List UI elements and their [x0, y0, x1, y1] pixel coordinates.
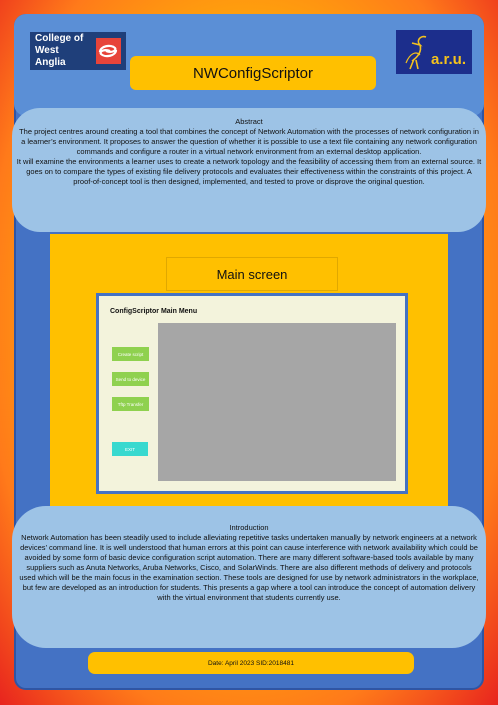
aru-logo	[396, 30, 472, 74]
main-screen-label: Main screen	[166, 257, 338, 291]
swirl-icon	[96, 38, 121, 64]
cwa-logo-text: College of West Anglia	[35, 33, 84, 68]
abstract-paragraph-1: The project centres around creating a tool that combines the concept of Network Automation with the processes of network configuration in a learner’s environment. It proposes to answer the question of whether it is possible to use a text file containing any network configuration commands and configure a router in a virtual network environment from an external desktop application.	[19, 127, 479, 156]
create-script-button[interactable]: Create script	[112, 347, 149, 361]
aru-logo-text: a.r.u.	[430, 51, 466, 68]
app-window-screenshot	[96, 293, 408, 494]
introduction-heading: Introduction	[229, 523, 269, 532]
introduction-text: Network Automation has been steadily used to include alleviating repetitive tasks undertaken manually by network engineers at a network devices’ command line. It is well understood that human errors at this point can cause interference with network availability which could be avoided by some form of basic device configuration script automation. There are many different software-based tools available by many suppliers such as Anuta Networks, Aruba Networks, Cisco, and SolarWinds. There are also different methods of delivery and protocols used which will be the main focus in the examination section. These tools are designed for use by network administrators in the workplace, but few are developed as an introduction for students. This presents a gap where a tool can introduce the concept of automation delivery with the virtual environment that students currently use.	[19, 533, 479, 602]
output-display-area	[158, 323, 396, 481]
abstract-panel	[12, 108, 486, 232]
introduction-panel	[12, 506, 486, 648]
college-of-west-anglia-logo	[30, 32, 126, 70]
send-to-device-button[interactable]: Send to device	[112, 372, 149, 386]
exit-button[interactable]: EXIT	[112, 442, 148, 456]
tftp-transfer-button[interactable]: Tftp Transfer	[112, 397, 149, 411]
abstract-heading: Abstract	[235, 117, 263, 126]
abstract-paragraph-2: It will examine the environments a learner uses to create a network topology and the feasibility of accessing them from an external source. It goes on to compare the types of existing file delivery protocols and evaluates their effectiveness within the constraints of this project. A proof-of-concept tool is then designed, implemented, and tested to prove or disprove the original question.	[16, 157, 482, 186]
footer-date-sid: Date: April 2023 SID:2018481	[88, 652, 414, 674]
poster-title: NWConfigScriptor	[130, 56, 376, 90]
app-window-body	[99, 296, 405, 491]
app-title: ConfigScriptor Main Menu	[110, 308, 198, 315]
